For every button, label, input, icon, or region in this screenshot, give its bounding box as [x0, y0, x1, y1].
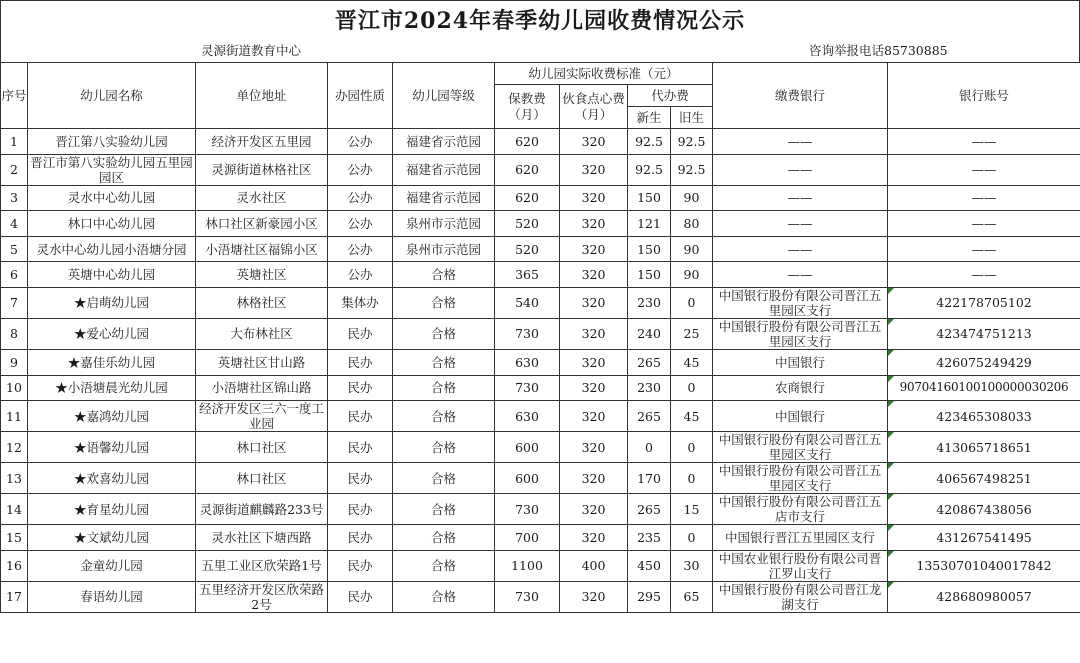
cell-address: 林口社区新豪园小区 [196, 211, 328, 237]
cell-nature: 民办 [328, 494, 393, 525]
cell-no: 8 [1, 318, 28, 349]
cell-grade: 合格 [393, 349, 495, 375]
cell-name: 灵水中心幼儿园小浯塘分园 [28, 236, 196, 262]
cell-care-fee: 620 [495, 129, 560, 155]
cell-grade: 合格 [393, 401, 495, 432]
cell-name: ★嘉佳乐幼儿园 [28, 349, 196, 375]
cell-no: 14 [1, 494, 28, 525]
cell-bank: —— [713, 211, 888, 237]
cell-address: 大布林社区 [196, 318, 328, 349]
cell-old-fee: 0 [671, 463, 713, 494]
cell-old-fee: 15 [671, 494, 713, 525]
cell-name: 林口中心幼儿园 [28, 211, 196, 237]
cell-old-fee: 90 [671, 236, 713, 262]
cell-care-fee: 540 [495, 287, 560, 318]
header-address: 单位地址 [196, 63, 328, 129]
cell-meal-fee: 320 [560, 185, 628, 211]
cell-old-fee: 0 [671, 432, 713, 463]
cell-comment-marker [888, 319, 894, 325]
cell-old-fee: 45 [671, 401, 713, 432]
cell-address: 林格社区 [196, 287, 328, 318]
cell-address: 灵源街道林格社区 [196, 154, 328, 185]
cell-nature: 民办 [328, 375, 393, 401]
cell-address: 林口社区 [196, 463, 328, 494]
cell-address: 经济开发区五里园 [196, 129, 328, 155]
table-row [1, 401, 1080, 432]
cell-care-fee: 600 [495, 432, 560, 463]
cell-bank: 中国银行股份有限公司晋江五里园区支行 [713, 463, 888, 494]
cell-bank: —— [713, 262, 888, 288]
cell-meal-fee: 320 [560, 581, 628, 612]
cell-comment-marker [888, 494, 894, 500]
cell-nature: 公办 [328, 185, 393, 211]
cell-account: —— [888, 129, 1080, 155]
cell-no: 1 [1, 129, 28, 155]
cell-bank: —— [713, 236, 888, 262]
cell-account: —— [888, 211, 1080, 237]
cell-comment-marker [888, 582, 894, 588]
cell-care-fee: 620 [495, 185, 560, 211]
cell-no: 2 [1, 154, 28, 185]
cell-care-fee: 630 [495, 349, 560, 375]
cell-bank: 农商银行 [713, 375, 888, 401]
cell-name: 英塘中心幼儿园 [28, 262, 196, 288]
cell-account: 413065718651 [888, 432, 1080, 463]
cell-nature: 公办 [328, 129, 393, 155]
cell-address: 小浯塘社区福锦小区 [196, 236, 328, 262]
cell-address: 五里工业区欣荣路1号 [196, 550, 328, 581]
cell-grade: 合格 [393, 287, 495, 318]
cell-address: 英塘社区甘山路 [196, 349, 328, 375]
cell-grade: 泉州市示范园 [393, 236, 495, 262]
cell-comment-marker [888, 376, 894, 382]
cell-name: ★嘉鸿幼儿园 [28, 401, 196, 432]
cell-grade: 合格 [393, 581, 495, 612]
cell-account: 431267541495 [888, 525, 1080, 551]
cell-no: 9 [1, 349, 28, 375]
cell-care-fee: 730 [495, 581, 560, 612]
cell-comment-marker [888, 401, 894, 407]
cell-bank: 中国银行股份有限公司晋江五里园区支行 [713, 432, 888, 463]
cell-address: 小浯塘社区锦山路 [196, 375, 328, 401]
cell-account: 13530701040017842 [888, 550, 1080, 581]
cell-name: ★文斌幼儿园 [28, 525, 196, 551]
table-row [1, 129, 1080, 155]
cell-care-fee: 1100 [495, 550, 560, 581]
cell-new-fee: 450 [628, 550, 671, 581]
cell-old-fee: 0 [671, 287, 713, 318]
cell-account: 422178705102 [888, 287, 1080, 318]
cell-new-fee: 92.5 [628, 129, 671, 155]
cell-account: —— [888, 154, 1080, 185]
header-fee-group: 幼儿园实际收费标准（元） [495, 63, 713, 85]
cell-grade: 合格 [393, 550, 495, 581]
cell-nature: 集体办 [328, 287, 393, 318]
cell-meal-fee: 320 [560, 525, 628, 551]
cell-grade: 合格 [393, 432, 495, 463]
cell-nature: 民办 [328, 349, 393, 375]
cell-new-fee: 150 [628, 185, 671, 211]
cell-grade: 合格 [393, 463, 495, 494]
cell-name: ★小浯塘晨光幼儿园 [28, 375, 196, 401]
cell-new-fee: 240 [628, 318, 671, 349]
cell-old-fee: 45 [671, 349, 713, 375]
cell-grade: 合格 [393, 494, 495, 525]
cell-care-fee: 365 [495, 262, 560, 288]
header-bank: 缴费银行 [713, 63, 888, 129]
cell-account: 423474751213 [888, 318, 1080, 349]
cell-meal-fee: 320 [560, 262, 628, 288]
cell-bank: 中国银行 [713, 349, 888, 375]
cell-no: 7 [1, 287, 28, 318]
cell-care-fee: 630 [495, 401, 560, 432]
cell-name: 灵水中心幼儿园 [28, 185, 196, 211]
cell-account: —— [888, 236, 1080, 262]
cell-grade: 福建省示范园 [393, 154, 495, 185]
page-title: 晋江市2024年春季幼儿园收费情况公示 [0, 0, 1080, 38]
cell-old-fee: 0 [671, 375, 713, 401]
cell-nature: 公办 [328, 262, 393, 288]
cell-nature: 公办 [328, 211, 393, 237]
cell-meal-fee: 320 [560, 432, 628, 463]
cell-no: 17 [1, 581, 28, 612]
cell-new-fee: 295 [628, 581, 671, 612]
cell-meal-fee: 320 [560, 463, 628, 494]
cell-new-fee: 150 [628, 236, 671, 262]
cell-old-fee: 92.5 [671, 154, 713, 185]
cell-nature: 民办 [328, 581, 393, 612]
cell-grade: 合格 [393, 318, 495, 349]
cell-bank: —— [713, 185, 888, 211]
cell-meal-fee: 320 [560, 236, 628, 262]
cell-name: ★育星幼儿园 [28, 494, 196, 525]
header-agency-fee: 代办费 [628, 85, 713, 107]
cell-address: 灵源街道麒麟路233号 [196, 494, 328, 525]
cell-care-fee: 600 [495, 463, 560, 494]
header-account: 银行账号 [888, 63, 1080, 129]
cell-new-fee: 265 [628, 494, 671, 525]
cell-bank: 中国银行晋江五里园区支行 [713, 525, 888, 551]
cell-old-fee: 25 [671, 318, 713, 349]
cell-no: 11 [1, 401, 28, 432]
table-row [1, 185, 1080, 211]
cell-meal-fee: 320 [560, 129, 628, 155]
cell-no: 6 [1, 262, 28, 288]
cell-meal-fee: 400 [560, 550, 628, 581]
cell-old-fee: 90 [671, 262, 713, 288]
cell-comment-marker [888, 288, 894, 294]
cell-address: 灵水社区 [196, 185, 328, 211]
header-new-student: 新生 [628, 107, 671, 129]
cell-name: ★语馨幼儿园 [28, 432, 196, 463]
cell-name: ★爱心幼儿园 [28, 318, 196, 349]
issuer-label: 灵源街道教育中心 [201, 43, 302, 58]
table-row [1, 287, 1080, 318]
table-row [1, 154, 1080, 185]
table-row [1, 211, 1080, 237]
cell-grade: 泉州市示范园 [393, 211, 495, 237]
cell-meal-fee: 320 [560, 211, 628, 237]
cell-nature: 民办 [328, 401, 393, 432]
header-care-fee: 保教费（月） [495, 85, 560, 129]
cell-care-fee: 620 [495, 154, 560, 185]
cell-old-fee: 0 [671, 525, 713, 551]
cell-grade: 福建省示范园 [393, 185, 495, 211]
cell-new-fee: 235 [628, 525, 671, 551]
cell-no: 15 [1, 525, 28, 551]
cell-bank: —— [713, 154, 888, 185]
header-old-student: 旧生 [671, 107, 713, 129]
cell-new-fee: 170 [628, 463, 671, 494]
header-grade: 幼儿园等级 [393, 63, 495, 129]
cell-care-fee: 700 [495, 525, 560, 551]
cell-care-fee: 520 [495, 236, 560, 262]
cell-meal-fee: 320 [560, 318, 628, 349]
cell-nature: 公办 [328, 154, 393, 185]
cell-no: 5 [1, 236, 28, 262]
table-row [1, 581, 1080, 612]
cell-no: 4 [1, 211, 28, 237]
cell-meal-fee: 320 [560, 494, 628, 525]
subtitle-bar [0, 38, 1080, 62]
cell-care-fee: 730 [495, 318, 560, 349]
table-row [1, 494, 1080, 525]
cell-bank: 中国银行股份有限公司晋江五里园区支行 [713, 318, 888, 349]
cell-name: 金童幼儿园 [28, 550, 196, 581]
cell-new-fee: 121 [628, 211, 671, 237]
cell-nature: 公办 [328, 236, 393, 262]
cell-address: 英塘社区 [196, 262, 328, 288]
header-name: 幼儿园名称 [28, 63, 196, 129]
cell-name: ★欢喜幼儿园 [28, 463, 196, 494]
cell-bank: 中国银行 [713, 401, 888, 432]
cell-no: 12 [1, 432, 28, 463]
cell-nature: 民办 [328, 525, 393, 551]
cell-care-fee: 730 [495, 375, 560, 401]
table-row [1, 318, 1080, 349]
cell-bank: 中国农业银行股份有限公司晋江罗山支行 [713, 550, 888, 581]
table-row [1, 550, 1080, 581]
cell-old-fee: 80 [671, 211, 713, 237]
cell-account: 9070416010010000003020​6 [888, 375, 1080, 401]
cell-name: ★启萌幼儿园 [28, 287, 196, 318]
hotline-label: 咨询举报电话85730885 [809, 43, 948, 58]
header-no: 序号 [1, 63, 28, 129]
table-row [1, 375, 1080, 401]
cell-new-fee: 0 [628, 432, 671, 463]
cell-new-fee: 92.5 [628, 154, 671, 185]
cell-meal-fee: 320 [560, 375, 628, 401]
table-row [1, 525, 1080, 551]
cell-address: 经济开发区三六一度工业园 [196, 401, 328, 432]
table-row [1, 432, 1080, 463]
cell-care-fee: 730 [495, 494, 560, 525]
cell-bank: 中国银行股份有限公司晋江龙湖支行 [713, 581, 888, 612]
cell-new-fee: 230 [628, 287, 671, 318]
cell-account: —— [888, 262, 1080, 288]
cell-meal-fee: 320 [560, 154, 628, 185]
cell-account: 426075249429 [888, 349, 1080, 375]
cell-nature: 民办 [328, 432, 393, 463]
cell-meal-fee: 320 [560, 401, 628, 432]
cell-account: —— [888, 185, 1080, 211]
fee-table [0, 62, 1080, 613]
cell-new-fee: 265 [628, 349, 671, 375]
cell-new-fee: 265 [628, 401, 671, 432]
cell-name: 晋江市第八实验幼儿园五里园园区 [28, 154, 196, 185]
cell-bank: 中国银行股份有限公司晋江五店市支行 [713, 494, 888, 525]
header-nature: 办园性质 [328, 63, 393, 129]
cell-new-fee: 230 [628, 375, 671, 401]
cell-grade: 福建省示范园 [393, 129, 495, 155]
cell-no: 13 [1, 463, 28, 494]
cell-bank: 中国银行股份有限公司晋江五里园区支行 [713, 287, 888, 318]
cell-account: 406567498251 [888, 463, 1080, 494]
cell-account: 420867438056 [888, 494, 1080, 525]
cell-nature: 民办 [328, 463, 393, 494]
cell-no: 3 [1, 185, 28, 211]
cell-account: 428680980057 [888, 581, 1080, 612]
cell-name: 春语幼儿园 [28, 581, 196, 612]
cell-old-fee: 92.5 [671, 129, 713, 155]
cell-old-fee: 90 [671, 185, 713, 211]
cell-address: 五里经济开发区欣荣路2号 [196, 581, 328, 612]
cell-comment-marker [888, 350, 894, 356]
cell-no: 10 [1, 375, 28, 401]
cell-account: 423465308033 [888, 401, 1080, 432]
cell-new-fee: 150 [628, 262, 671, 288]
cell-grade: 合格 [393, 525, 495, 551]
cell-care-fee: 520 [495, 211, 560, 237]
table-row [1, 262, 1080, 288]
table-row [1, 463, 1080, 494]
table-row [1, 236, 1080, 262]
cell-no: 16 [1, 550, 28, 581]
cell-old-fee: 65 [671, 581, 713, 612]
cell-comment-marker [888, 551, 894, 557]
table-row [1, 349, 1080, 375]
cell-bank: —— [713, 129, 888, 155]
cell-old-fee: 30 [671, 550, 713, 581]
header-meal-fee: 伙食点心费（月） [560, 85, 628, 129]
cell-nature: 民办 [328, 550, 393, 581]
cell-grade: 合格 [393, 262, 495, 288]
cell-comment-marker [888, 432, 894, 438]
cell-meal-fee: 320 [560, 287, 628, 318]
cell-name: 晋江第八实验幼儿园 [28, 129, 196, 155]
cell-comment-marker [888, 463, 894, 469]
cell-meal-fee: 320 [560, 349, 628, 375]
cell-nature: 民办 [328, 318, 393, 349]
cell-grade: 合格 [393, 375, 495, 401]
header-row [1, 63, 1080, 85]
cell-comment-marker [888, 525, 894, 531]
cell-address: 灵水社区下塘西路 [196, 525, 328, 551]
cell-address: 林口社区 [196, 432, 328, 463]
